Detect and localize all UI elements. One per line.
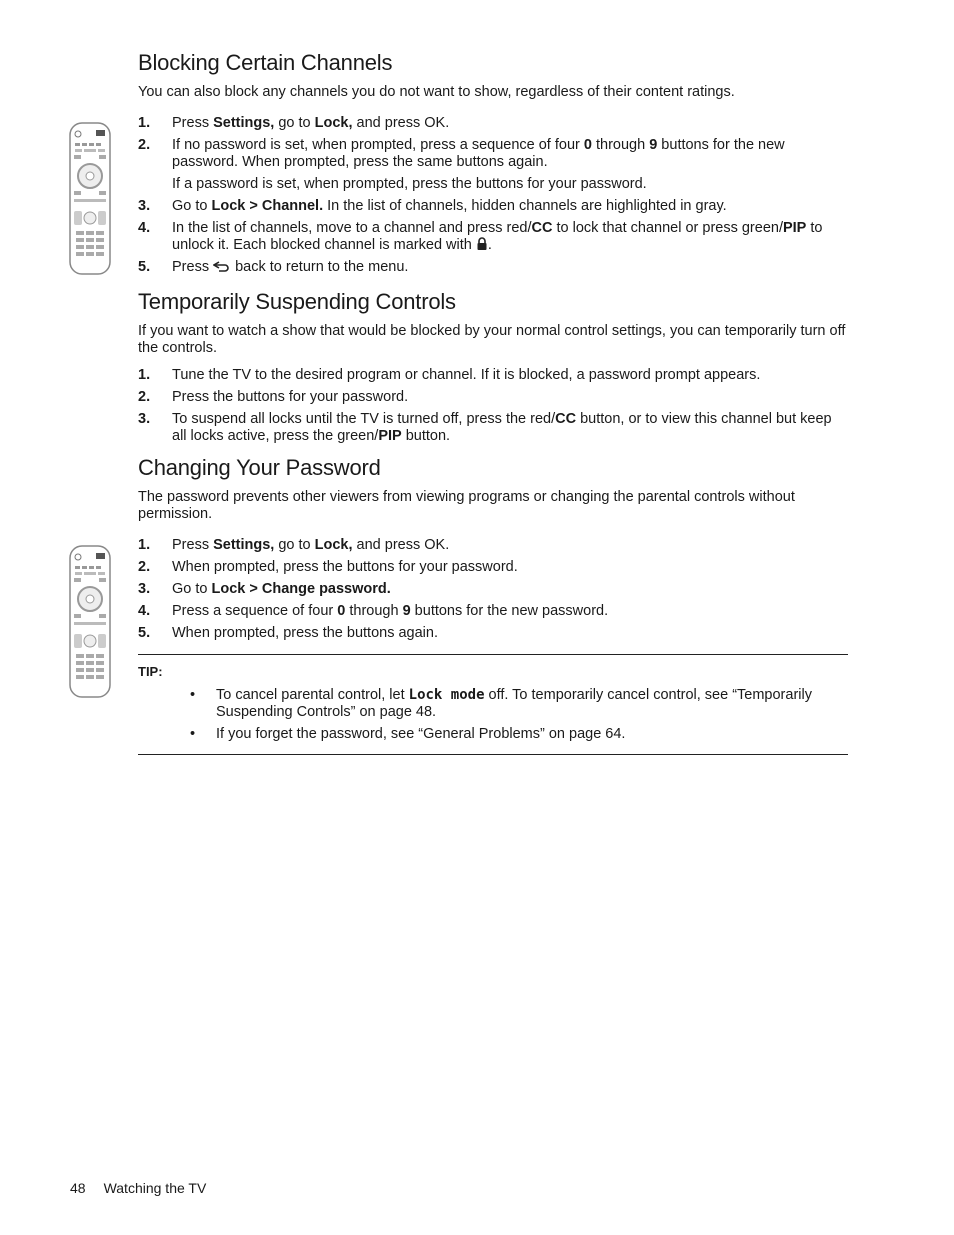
- step-number: 1.: [138, 537, 151, 553]
- step-number: 3.: [138, 581, 151, 597]
- section-blocking-channels: [138, 50, 848, 276]
- steps-list: [138, 367, 848, 445]
- steps-list: [138, 115, 848, 276]
- step-number: 5.: [138, 259, 151, 275]
- list-item: 4. Press a sequence of four 0 through 9 buttons for the new password.: [138, 603, 609, 619]
- step-number: 3.: [138, 198, 151, 214]
- bullet: •: [190, 726, 196, 742]
- section-heading: Temporarily Suspending Controls: [138, 289, 456, 314]
- list-item: • If you forget the password, see “General Problems” on page 64.: [190, 726, 626, 742]
- list-item: 2. Press the buttons for your password.: [138, 389, 409, 405]
- section-heading: Changing Your Password: [138, 455, 381, 480]
- step-number: 2.: [138, 137, 151, 153]
- steps-list: [138, 537, 848, 642]
- footer-section: Watching the TV: [103, 1180, 207, 1196]
- section-heading: Blocking Certain Channels: [138, 50, 393, 75]
- list-item: 2. If no password is set, when prompted, press a sequence of four 0 through 9 buttons for the new password. When prompted, press the same buttons again. If a password is set, when prompted, press the buttons for your password.: [138, 137, 848, 193]
- step-number: 1.: [138, 115, 151, 131]
- step-number: 2.: [138, 389, 151, 405]
- list-item: • To cancel parental control, let Lock mode off. To temporarily cancel control, see “Temporarily Suspending Controls” on page 48.: [190, 687, 812, 720]
- step-number: 4.: [138, 220, 151, 236]
- list-item: 1. Tune the TV to the desired program or channel. If it is blocked, a password prompt appears.: [138, 367, 761, 383]
- list-item: 3. Go to Lock > Channel. In the list of channels, hidden channels are highlighted in gray.: [138, 198, 727, 214]
- tip-list: [138, 687, 848, 754]
- step-number: 4.: [138, 603, 151, 619]
- list-item: 1. Press Settings, go to Lock, and press OK.: [138, 537, 450, 553]
- list-item: 3. Go to Lock > Change password.: [138, 581, 391, 597]
- tip-box: [138, 654, 848, 755]
- remote-control-icon: [68, 544, 112, 699]
- remote-control-icon: [68, 121, 112, 276]
- section-intro: If you want to watch a show that would be blocked by your normal control settings, you can temporarily turn off the controls.: [138, 323, 846, 356]
- list-item: 2. When prompted, press the buttons for your password.: [138, 559, 518, 575]
- list-item: 4. In the list of channels, move to a channel and press red/CC to lock that channel or press green/PIP to unlock it. Each blocked channel is marked with .: [138, 220, 823, 253]
- lock-icon: [476, 237, 488, 251]
- section-intro: You can also block any channels you do not want to show, regardless of their content ratings.: [138, 84, 735, 100]
- section-intro: The password prevents other viewers from viewing programs or changing the parental controls without permission.: [138, 489, 795, 522]
- section-changing-password: [138, 455, 848, 642]
- list-item: 3. To suspend all locks until the TV is turned off, press the red/CC button, or to view this channel but keep all locks active, press the green/PIP button.: [138, 411, 832, 444]
- bullet: •: [190, 687, 196, 703]
- list-item: 5. Press back to return to the menu.: [138, 259, 409, 275]
- back-arrow-icon: [213, 261, 231, 273]
- list-item: 1. Press Settings, go to Lock, and press OK.: [138, 115, 450, 131]
- step-number: 3.: [138, 411, 151, 427]
- step-number: 5.: [138, 625, 151, 641]
- page-footer: [70, 1180, 206, 1197]
- step-number: 2.: [138, 559, 151, 575]
- step-note: If a password is set, when prompted, press the buttons for your password.: [172, 176, 647, 192]
- section-temporarily-suspending: [138, 289, 848, 445]
- page-number: 48: [70, 1180, 86, 1196]
- tip-label: TIP:: [138, 664, 163, 679]
- list-item: 5. When prompted, press the buttons again.: [138, 625, 438, 641]
- step-number: 1.: [138, 367, 151, 383]
